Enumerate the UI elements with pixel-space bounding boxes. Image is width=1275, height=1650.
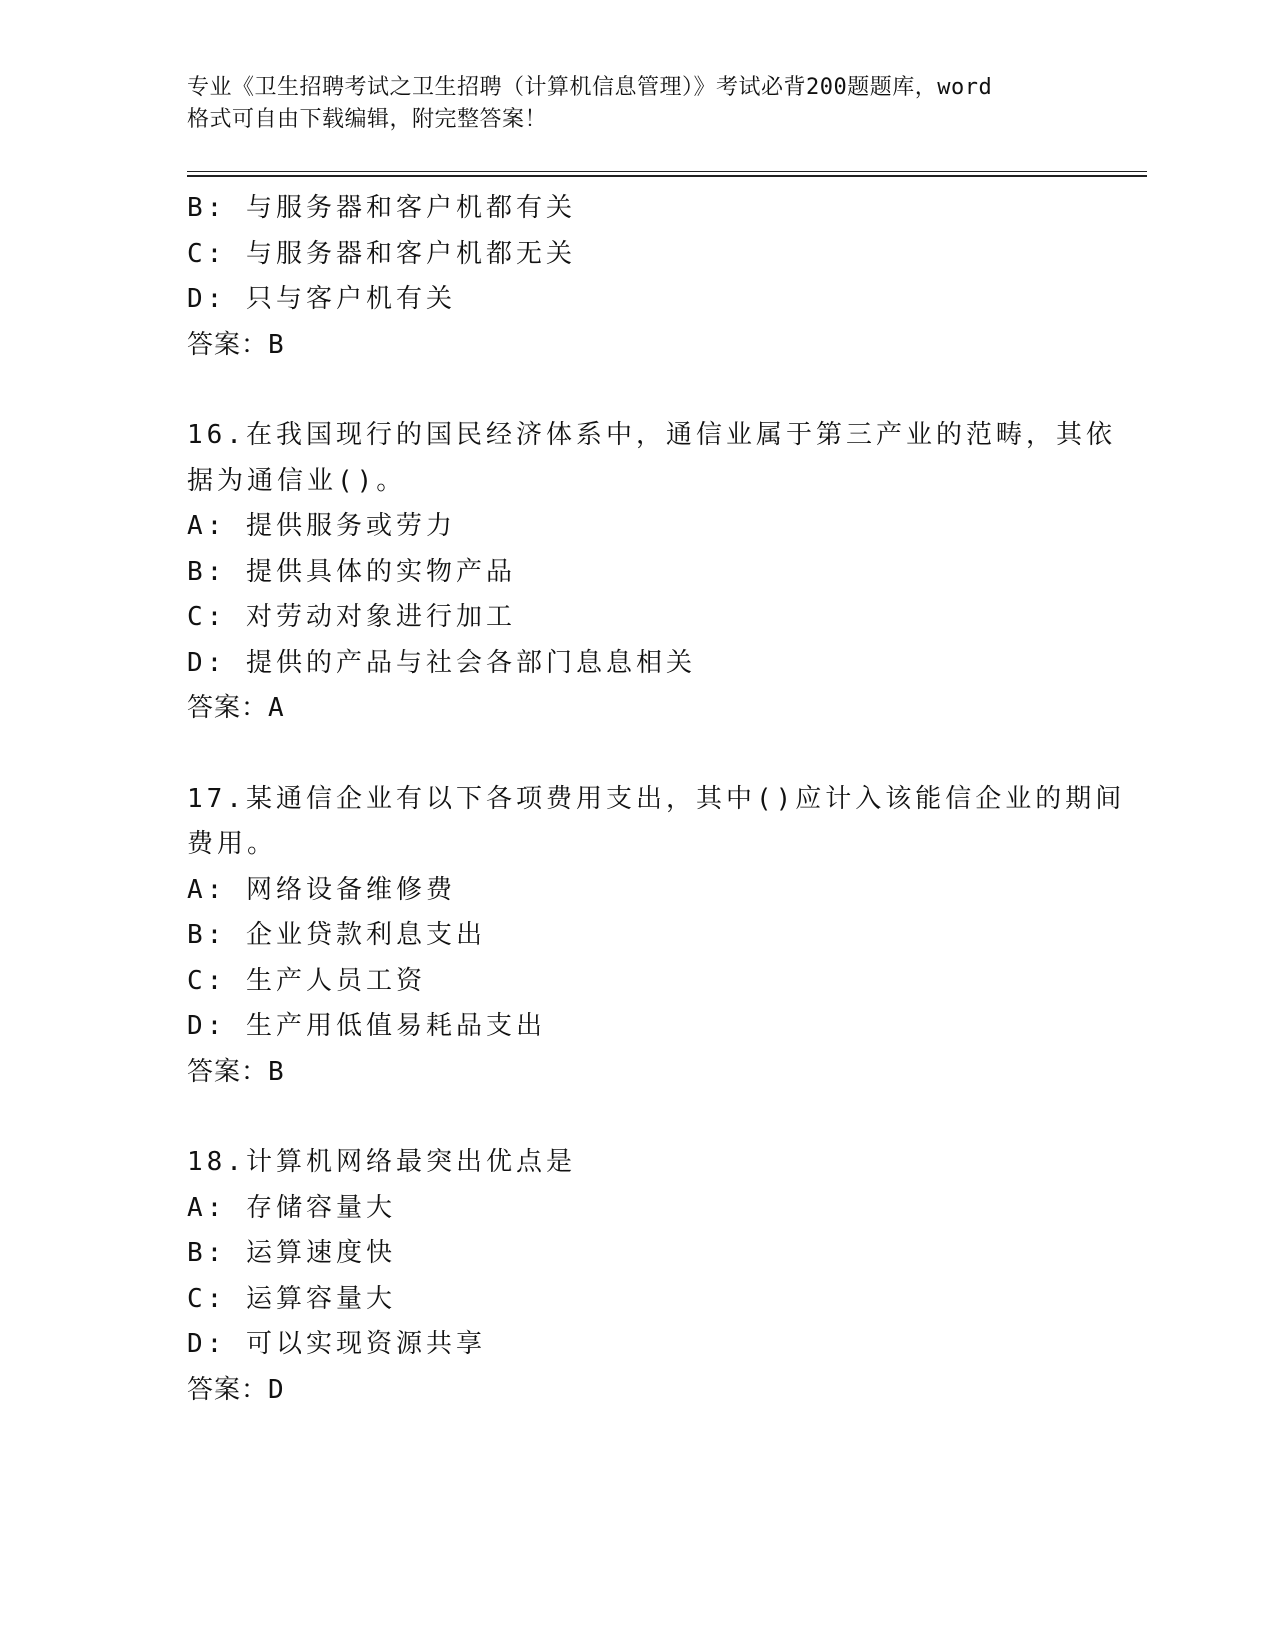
question-stem: 17.某通信企业有以下各项费用支出，其中()应计入该能信企业的期间 xyxy=(187,783,1126,814)
spacer xyxy=(187,368,1087,413)
question-18 xyxy=(187,1140,1087,1413)
option-a: A: 存储容量大 xyxy=(187,1192,396,1223)
answer-line: 答案：D xyxy=(187,1374,285,1405)
header-line-2: 格式可自由下载编辑，附完整答案！ xyxy=(187,107,548,132)
question-stem-continued: 费用。 xyxy=(187,829,278,859)
option-a: A: 提供服务或劳力 xyxy=(187,511,456,541)
question-stem-continued: 据为通信业()。 xyxy=(187,465,407,496)
option-c: C: 对劳动对象进行加工 xyxy=(187,602,516,632)
option-d: D: 生产用低值易耗品支出 xyxy=(187,1011,546,1041)
option-b: B: 运算速度快 xyxy=(187,1238,396,1268)
option-a: A: 网络设备维修费 xyxy=(187,874,456,905)
option-d: D: 可以实现资源共享 xyxy=(187,1329,486,1359)
option-d: D: 只与客户机有关 xyxy=(187,284,456,314)
header-line-1: 专业《卫生招聘考试之卫生招聘（计算机信息管理）》考试必背200题题库，word xyxy=(187,75,993,100)
answer-line: 答案：A xyxy=(187,693,285,723)
header-rule-top xyxy=(187,171,1147,172)
answer-line: 答案：B xyxy=(187,329,285,360)
question-15-tail xyxy=(187,186,1087,368)
option-c: C: 与服务器和客户机都无关 xyxy=(187,238,576,269)
option-b: B: 提供具体的实物产品 xyxy=(187,556,516,587)
option-b: B: 与服务器和客户机都有关 xyxy=(187,193,576,223)
question-17 xyxy=(187,777,1126,1096)
question-16 xyxy=(187,413,1116,732)
answer-line: 答案：B xyxy=(187,1056,285,1087)
header-rule-bottom xyxy=(187,175,1147,177)
option-c: C: 生产人员工资 xyxy=(187,965,426,996)
document-header xyxy=(187,72,1087,136)
option-d: D: 提供的产品与社会各部门息息相关 xyxy=(187,647,696,678)
spacer xyxy=(187,732,1087,777)
option-b: B: 企业贷款利息支出 xyxy=(187,920,486,950)
question-stem: 18.计算机网络最突出优点是 xyxy=(187,1147,576,1177)
question-list xyxy=(187,186,1126,1413)
option-c: C: 运算容量大 xyxy=(187,1283,396,1314)
spacer xyxy=(187,1095,1087,1140)
question-stem: 16.在我国现行的国民经济体系中，通信业属于第三产业的范畴，其依 xyxy=(187,420,1116,450)
